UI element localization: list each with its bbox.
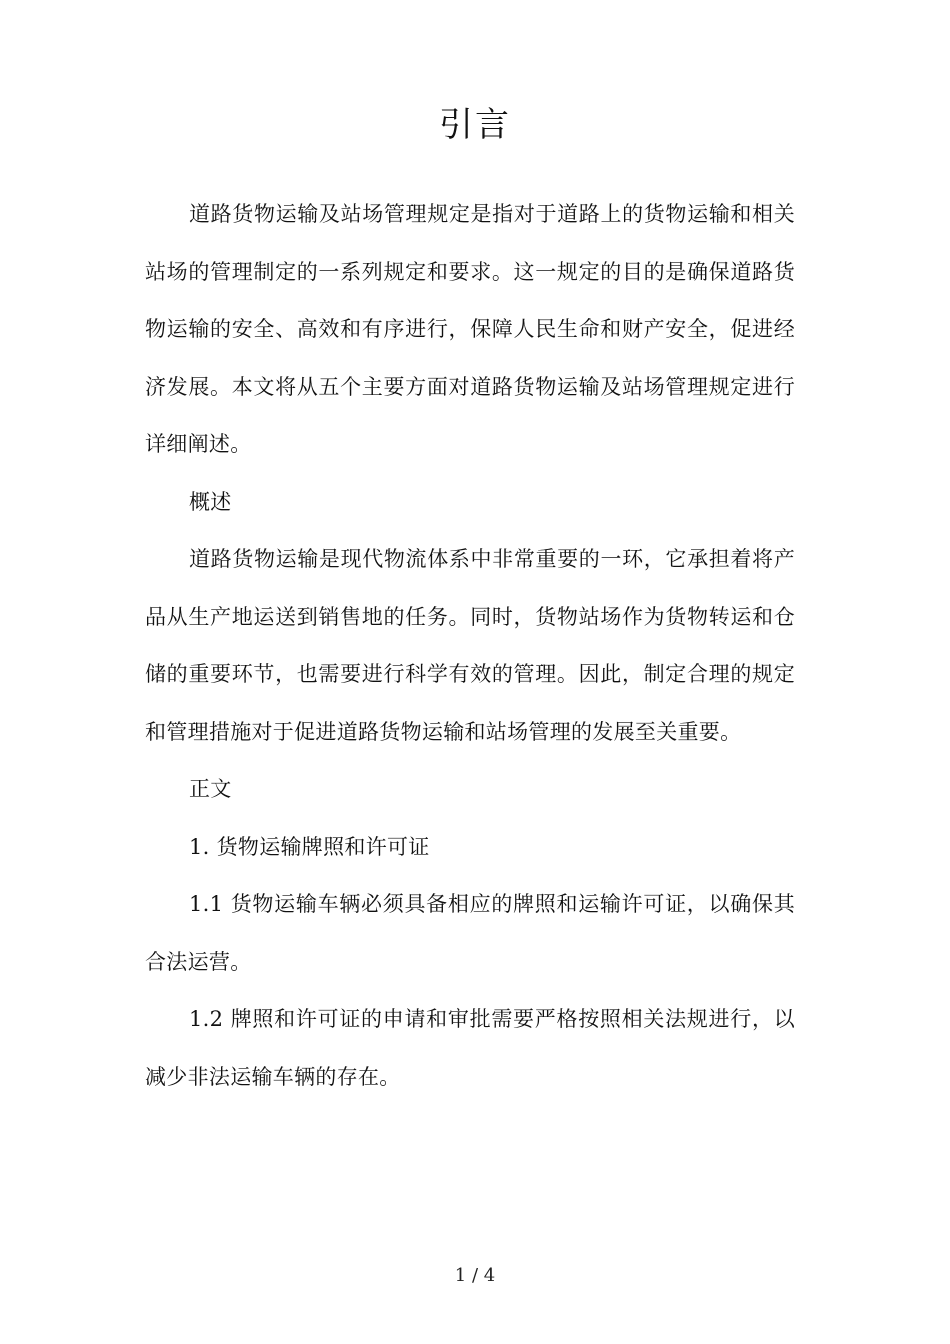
intro-paragraph: 道路货物运输及站场管理规定是指对于道路上的货物运输和相关站场的管理制定的一系列规定和要求。这一规定的目的是确保道路货物运输的安全、高效和有序进行，保障人民生命和财产安全，促进经济发展。本文将从五个主要方面对道路货物运输及站场管理规定进行详细阐述。 <box>145 202 795 456</box>
section-1-1-paragraph: 1.1 货物运输车辆必须具备相应的牌照和运输许可证，以确保其合法运营。 <box>145 892 795 974</box>
body-heading: 正文 <box>189 777 232 801</box>
section-1-2-paragraph: 1.2 牌照和许可证的申请和审批需要严格按照相关法规进行，以减少非法运输车辆的存在。 <box>145 1007 795 1089</box>
page-title: 引言 <box>439 105 511 145</box>
page-number: 1 / 4 <box>454 1265 496 1286</box>
document-body <box>145 186 795 1106</box>
section-1-heading: 1. 货物运输牌照和许可证 <box>189 834 430 859</box>
overview-paragraph: 道路货物运输是现代物流体系中非常重要的一环，它承担着将产品从生产地运送到销售地的任务。同时，货物站场作为货物转运和仓储的重要环节，也需要进行科学有效的管理。因此，制定合理的规定和管理措施对于促进道路货物运输和站场管理的发展至关重要。 <box>145 547 795 744</box>
overview-heading: 概述 <box>189 489 232 514</box>
